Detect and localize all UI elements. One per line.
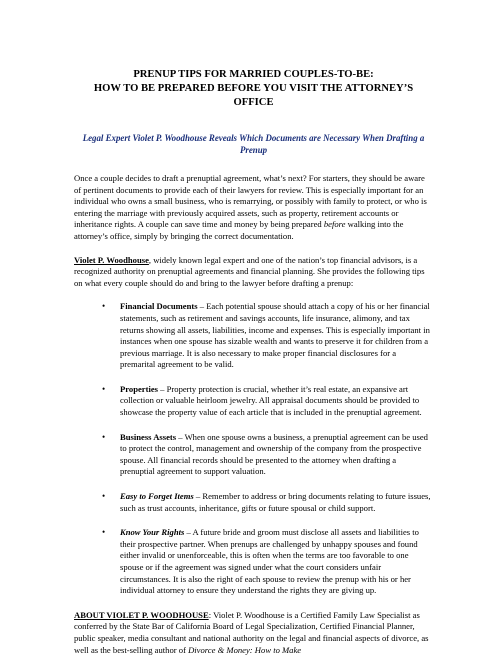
about-heading: ABOUT VIOLET P. WOODHOUSE — [74, 609, 209, 620]
book-title: Divorce & Money: How to Make — [188, 644, 302, 655]
expert-paragraph — [74, 255, 433, 290]
bullet-icon: • — [102, 527, 106, 538]
tip-text: – When one spouse owns a business, a prenuptial agreement can be used to protect the control, management and ownership of the company from the prospective spouse. All financial records should be presented to the attorney when drafting a prenuptial agreement to support valuation. — [120, 431, 428, 477]
list-item — [102, 431, 433, 478]
bullet-icon: • — [102, 301, 106, 312]
expert-paragraph-text: , widely known legal expert and one of the nation’s top financial advisors, is a recognized authority on prenuptial agreements and financial planning. She provides the following tips on what every couple should do and bring to the lawyer before drafting a prenup: — [74, 254, 425, 288]
bullet-icon: • — [102, 431, 106, 442]
list-item — [102, 383, 433, 419]
intro-text-end: walking into the attorney’s office, simply by bringing the correct documentation. — [74, 219, 404, 241]
intro-paragraph — [74, 173, 433, 243]
tip-text: – Each potential spouse should attach a copy of his or her financial statements, such as retirement and savings accounts, life insurance, alimony, and tax returns showing all assets, liabilities, income and expenses. This is especially important in instances when one spouse has sizable wealth and wants to preserve it for children from a previous marriage. It is also necessary to make proper financial disclosures for a premarital agreement to be valid. — [120, 301, 430, 370]
list-item — [102, 301, 433, 371]
tips-list — [74, 301, 433, 596]
expert-name-link[interactable]: Violet P. Woodhouse — [74, 254, 149, 265]
list-item — [102, 491, 433, 514]
about-paragraph — [74, 610, 433, 656]
tip-term: Properties — [120, 383, 159, 394]
tip-text: – Property protection is crucial, whether it’s real estate, an expansive art collection or valuable heirloom jewelry. All appraisal documents should be provided to showcase the property value of each article that is included in the prenuptial agreement. — [120, 383, 422, 418]
tip-term: Easy to Forget Items — [120, 491, 194, 502]
about-text: : Violet P. Woodhouse is a Certified Family Law Specialist as conferred by the State Bar of California Board of Legal Specialization, Certified Financial Planner, public speaker, media consultant and national authority on the legal and financial aspects of divorce, as well as the best-selling author of — [74, 609, 429, 655]
title-line-2: HOW TO BE PREPARED BEFORE YOU VISIT THE ATTORNEY’S — [93, 82, 414, 94]
tip-text: – Remember to address or bring documents relating to future issues, such as trust accounts, inheritance, gifts or future spousal or child support. — [120, 491, 431, 513]
title-line-1: PRENUP TIPS FOR MARRIED COUPLES-TO-BE: — [133, 69, 374, 80]
document-title — [74, 68, 433, 109]
tip-term: Financial Documents — [120, 301, 198, 312]
tip-term: Business Assets — [120, 431, 177, 442]
document-subtitle: Legal Expert Violet P. Woodhouse Reveals Which Documents are Necessary When Drafting a Prenup — [82, 133, 425, 156]
tip-text: – A future bride and groom must disclose all assets and liabilities to their prospective partner. When prenups are challenged by unhappy spouses and found either invalid or unenforceable, this is often when the terms are too favorable to one spouse or if the agreement was signed under what the court considers unfair circumstances. It is also the right of each spouse to review the prenup with his or her individual attorney to ensure they understand the rights they are giving up. — [120, 527, 419, 596]
bullet-icon: • — [102, 491, 106, 502]
bullet-icon: • — [102, 383, 106, 394]
intro-text-start: Once a couple decides to draft a prenuptial agreement, what’s next? For starters, they should be aware of pertinent documents to provide each of their lawyers for review. This is especially important for an individual who owns a small business, who is remarrying, or possibly with family to protect, or who is entering the marriage with previously acquired assets, such as property, retirement accounts or inheritance rights. A couple can save time and money by being prepared — [74, 172, 427, 230]
title-line-3: OFFICE — [233, 96, 274, 108]
intro-emphasis: before — [323, 219, 346, 230]
list-item — [102, 527, 433, 597]
tip-term: Know Your Rights — [120, 527, 185, 538]
